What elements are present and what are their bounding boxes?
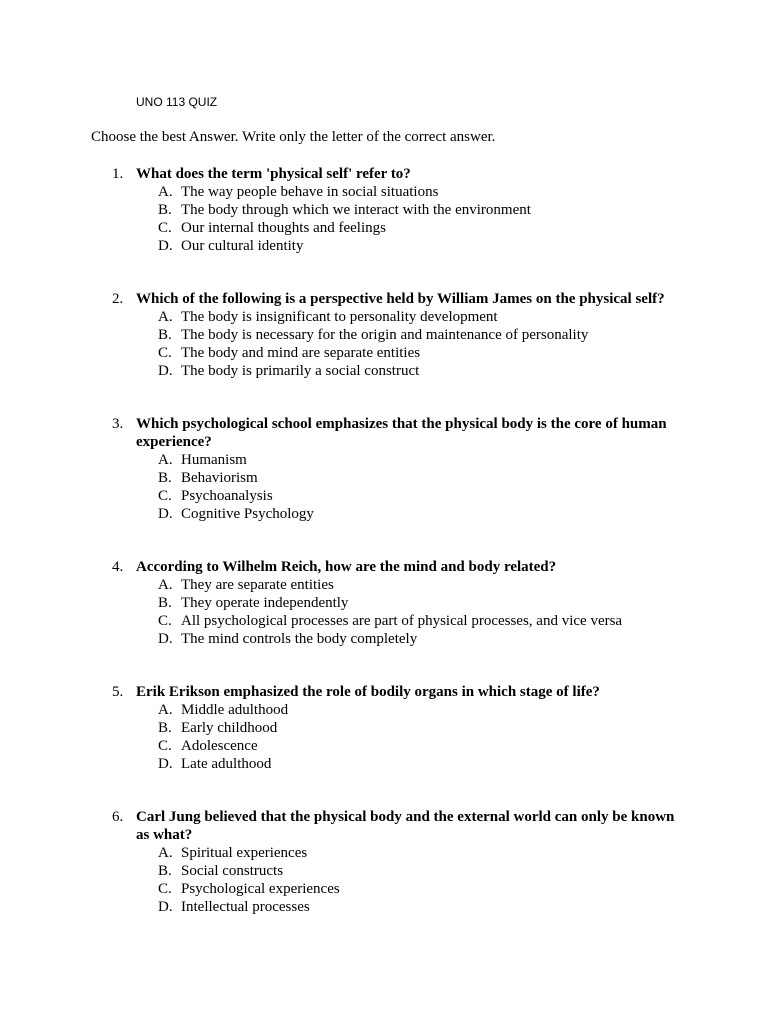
option-letter: A. bbox=[158, 452, 173, 468]
option-c bbox=[0, 344, 768, 362]
option-text: They are separate entities bbox=[181, 577, 334, 593]
question-text: Carl Jung believed that the physical body and the external world can only be known as what? bbox=[136, 809, 675, 843]
instruction-text: Choose the best Answer. Write only the letter of the correct answer. bbox=[91, 129, 496, 145]
option-text: Psychoanalysis bbox=[181, 488, 273, 504]
option-d bbox=[0, 630, 768, 648]
question-text: Which psychological school emphasizes that the physical body is the core of human experience? bbox=[136, 416, 667, 450]
option-d bbox=[0, 505, 768, 523]
option-text: Social constructs bbox=[181, 863, 284, 879]
option-a bbox=[0, 308, 768, 326]
question-number: 1. bbox=[112, 166, 124, 182]
option-text: Early childhood bbox=[181, 720, 278, 736]
option-a bbox=[0, 701, 768, 719]
option-text: All psychological processes are part of physical processes, and vice versa bbox=[181, 613, 623, 629]
option-letter: A. bbox=[158, 845, 173, 861]
option-text: The body and mind are separate entities bbox=[181, 345, 421, 361]
option-c bbox=[0, 737, 768, 755]
option-text: The mind controls the body completely bbox=[181, 631, 418, 647]
option-c bbox=[0, 487, 768, 505]
question-text: What does the term 'physical self' refer to? bbox=[136, 166, 411, 182]
option-b bbox=[0, 469, 768, 487]
option-c bbox=[0, 612, 768, 630]
option-text: Humanism bbox=[181, 452, 247, 468]
option-letter: B. bbox=[158, 863, 172, 879]
option-letter: D. bbox=[158, 756, 173, 772]
option-text: The body through which we interact with the environment bbox=[181, 202, 531, 218]
option-letter: A. bbox=[158, 577, 173, 593]
option-text: The body is necessary for the origin and maintenance of personality bbox=[181, 327, 589, 343]
option-letter: B. bbox=[158, 202, 172, 218]
option-c bbox=[0, 880, 768, 898]
option-letter: D. bbox=[158, 899, 173, 915]
option-b bbox=[0, 594, 768, 612]
option-a bbox=[0, 451, 768, 469]
option-text: Behaviorism bbox=[181, 470, 258, 486]
option-letter: B. bbox=[158, 595, 172, 611]
option-letter: C. bbox=[158, 613, 172, 629]
option-a bbox=[0, 183, 768, 201]
option-b bbox=[0, 201, 768, 219]
option-a bbox=[0, 576, 768, 594]
document-header: UNO 113 QUIZ bbox=[136, 95, 218, 109]
option-text: Late adulthood bbox=[181, 756, 272, 772]
option-letter: B. bbox=[158, 470, 172, 486]
option-text: Adolescence bbox=[181, 738, 258, 754]
option-d bbox=[0, 755, 768, 773]
option-letter: C. bbox=[158, 220, 172, 236]
option-text: Intellectual processes bbox=[181, 899, 310, 915]
question-text: According to Wilhelm Reich, how are the mind and body related? bbox=[136, 559, 557, 575]
option-letter: B. bbox=[158, 327, 172, 343]
option-letter: C. bbox=[158, 881, 172, 897]
option-d bbox=[0, 362, 768, 380]
option-letter: A. bbox=[158, 309, 173, 325]
option-b bbox=[0, 862, 768, 880]
option-letter: D. bbox=[158, 631, 173, 647]
question-number: 3. bbox=[112, 416, 124, 432]
option-text: Psychological experiences bbox=[181, 881, 340, 897]
option-text: Middle adulthood bbox=[181, 702, 289, 718]
option-a bbox=[0, 844, 768, 862]
question-number: 6. bbox=[112, 809, 124, 825]
option-text: Our cultural identity bbox=[181, 238, 304, 254]
question-number: 4. bbox=[112, 559, 124, 575]
option-d bbox=[0, 898, 768, 916]
option-text: The body is insignificant to personality development bbox=[181, 309, 498, 325]
question-number: 5. bbox=[112, 684, 124, 700]
option-b bbox=[0, 719, 768, 737]
option-letter: A. bbox=[158, 184, 173, 200]
option-d bbox=[0, 237, 768, 255]
option-b bbox=[0, 326, 768, 344]
question-number: 2. bbox=[112, 291, 124, 307]
option-letter: C. bbox=[158, 738, 172, 754]
option-letter: C. bbox=[158, 488, 172, 504]
option-letter: D. bbox=[158, 363, 173, 379]
option-text: They operate independently bbox=[181, 595, 349, 611]
option-text: The body is primarily a social construct bbox=[181, 363, 420, 379]
option-letter: A. bbox=[158, 702, 173, 718]
option-text: Cognitive Psychology bbox=[181, 506, 314, 522]
option-letter: D. bbox=[158, 506, 173, 522]
option-text: Spiritual experiences bbox=[181, 845, 308, 861]
option-letter: C. bbox=[158, 345, 172, 361]
question-text: Which of the following is a perspective held by William James on the physical self? bbox=[136, 291, 665, 307]
option-text: The way people behave in social situations bbox=[181, 184, 439, 200]
option-text: Our internal thoughts and feelings bbox=[181, 220, 386, 236]
option-letter: D. bbox=[158, 238, 173, 254]
question-text: Erik Erikson emphasized the role of bodily organs in which stage of life? bbox=[136, 684, 600, 700]
option-c bbox=[0, 219, 768, 237]
option-letter: B. bbox=[158, 720, 172, 736]
